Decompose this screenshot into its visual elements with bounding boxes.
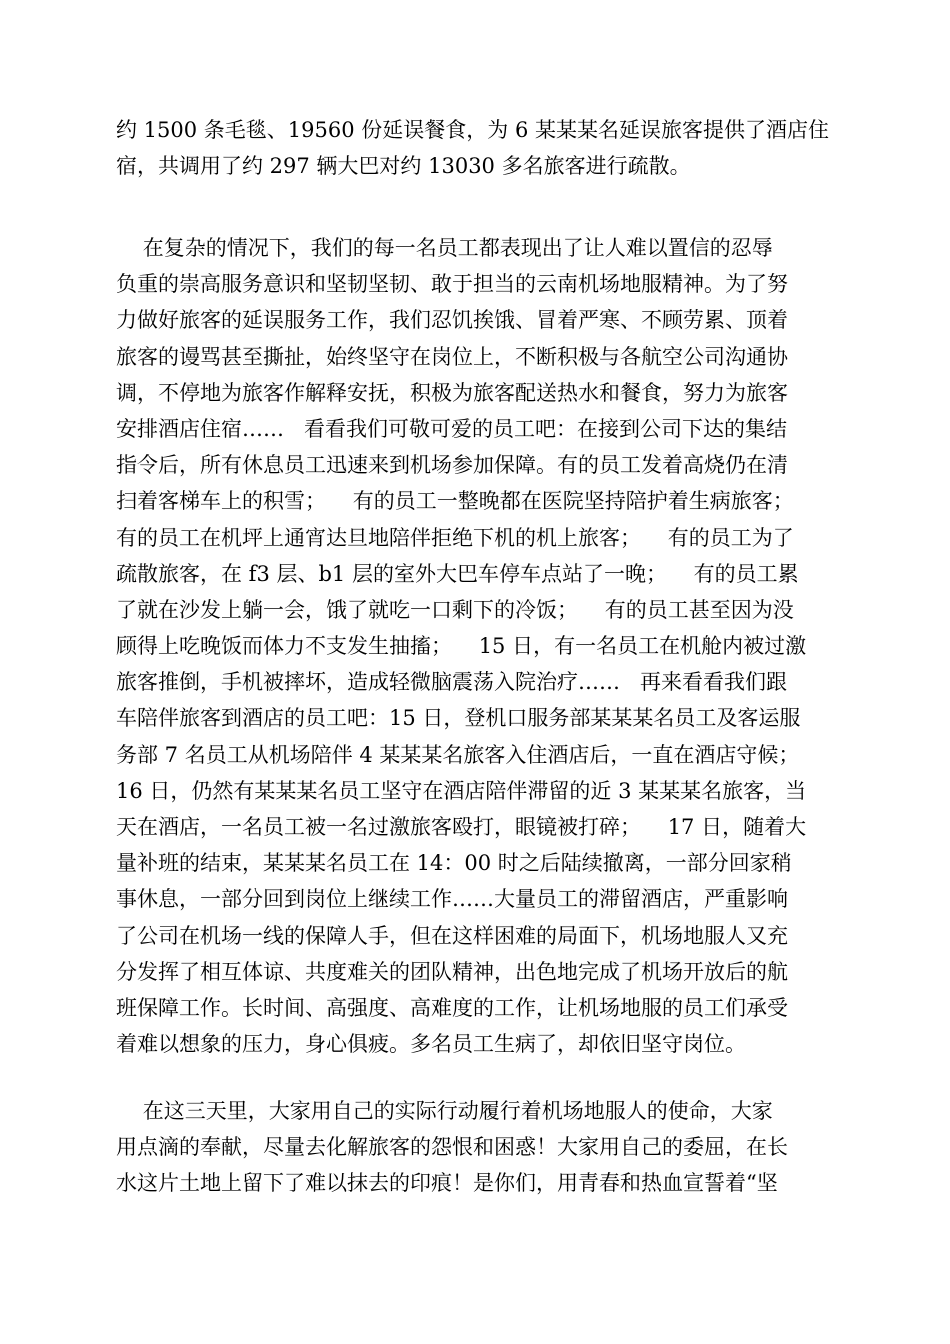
text-line: 用点滴的奉献，尽量去化解旅客的怨恨和困惑！大家用自己的委屈，在长 [116, 1135, 788, 1160]
text-line: 力做好旅客的延误服务工作，我们忍饥挨饿、冒着严寒、不顾劳累、顶着 [116, 308, 788, 333]
text-line: 宿，共调用了约 297 辆大巴对约 13030 多名旅客进行疏散。 [116, 154, 691, 179]
text-line: 事休息，一部分回到岗位上继续工作……大量员工的滞留酒店，严重影响 [116, 887, 788, 912]
text-line: 疏散旅客，在 f3 层、b1 层的室外大巴车停车点站了一晚； 有的员工累 [116, 561, 799, 586]
text-line: 在这三天里，大家用自己的实际行动履行着机场地服人的使命，大家 [116, 1099, 773, 1123]
text-line: 分发挥了相互体谅、共度难关的团队精神，出色地完成了机场开放后的航 [116, 959, 788, 984]
paragraph-3 [116, 1093, 836, 1202]
text-line: 调，不停地为旅客作解释安抚，积极为旅客配送热水和餐食，努力为旅客 [116, 380, 788, 405]
text-line: 天在酒店，一名员工被一名过激旅客殴打，眼镜被打碎； 17 日，随着大 [116, 815, 807, 839]
text-line: 有的员工在机坪上通宵达旦地陪伴拒绝下机的机上旅客； 有的员工为了 [116, 525, 794, 550]
paragraph-1 [116, 112, 836, 184]
text-line: 车陪伴旅客到酒店的员工吧：15 日，登机口服务部某某某名员工及客运服 [116, 706, 801, 731]
text-line: 指令后，所有休息员工迅速来到机场参加保障。有的员工发着高烧仍在清 [116, 453, 788, 478]
text-line: 在复杂的情况下，我们的每一名员工都表现出了让人难以置信的忍辱 [116, 236, 773, 260]
text-line: 了公司在机场一线的保障人手，但在这样困难的局面下，机场地服人又充 [116, 923, 788, 948]
text-line: 安排酒店住宿…… 看看我们可敬可爱的员工吧：在接到公司下达的集结 [116, 416, 788, 441]
text-line: 旅客推倒，手机被摔坏，造成轻微脑震荡入院治疗…… 再来看看我们跟 [116, 670, 788, 695]
paragraph-2 [116, 230, 836, 1062]
text-line: 约 1500 条毛毯、19560 份延误餐食，为 6 某某某名延误旅客提供了酒店住 [116, 118, 829, 142]
text-line: 量补班的结束，某某某名员工在 14：00 时之后陆续撤离，一部分回家稍 [116, 851, 792, 876]
text-line: 着难以想象的压力，身心俱疲。多名员工生病了，却依旧坚守岗位。 [116, 1032, 746, 1057]
text-line: 班保障工作。长时间、高强度、高难度的工作，让机场地服的员工们承受 [116, 995, 788, 1020]
text-line: 了就在沙发上躺一会，饿了就吃一口剩下的冷饭； 有的员工甚至因为没 [116, 597, 794, 622]
text-line: 16 日，仍然有某某某名员工坚守在酒店陪伴滞留的近 3 某某某名旅客，当 [116, 778, 807, 803]
text-line: 负重的崇高服务意识和坚韧坚韧、敢于担当的云南机场地服精神。为了努 [116, 272, 788, 297]
text-line: 旅客的谩骂甚至撕扯，始终坚守在岗位上，不断积极与各航空公司沟通协 [116, 344, 788, 369]
text-line: 水这片土地上留下了难以抹去的印痕！是你们，用青春和热血宣誓着“坚 [116, 1171, 778, 1196]
text-line: 扫着客梯车上的积雪； 有的员工一整晚都在医院坚持陪护着生病旅客； [116, 489, 794, 514]
text-line: 顾得上吃晚饭而体力不支发生抽搐； 15 日，有一名员工在机舱内被过激 [116, 634, 807, 659]
text-line: 务部 7 名员工从机场陪伴 4 某某某名旅客入住酒店后，一直在酒店守候； [116, 742, 800, 767]
